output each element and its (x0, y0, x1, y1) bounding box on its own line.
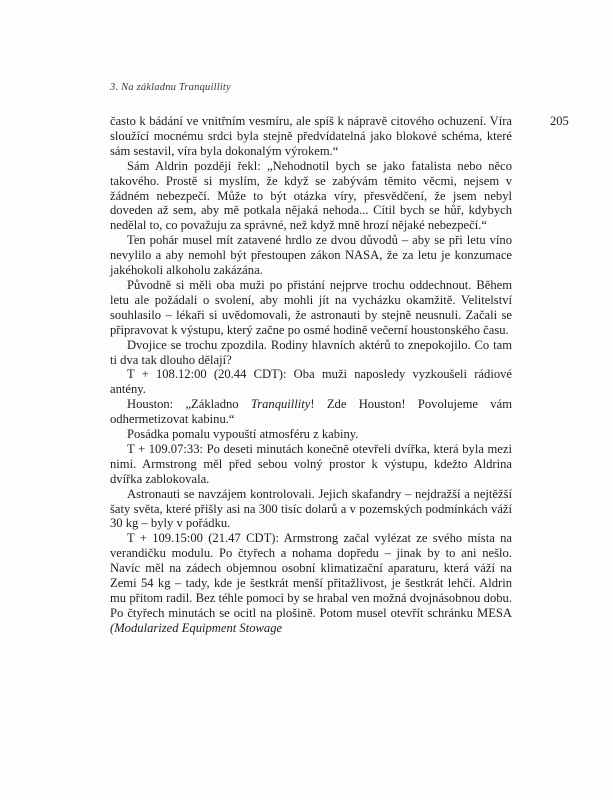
paragraph-text: Houston: „Základno (127, 397, 251, 412)
paragraph (110, 159, 512, 234)
paragraph (110, 278, 512, 338)
paragraph-text-italic: (Modularized Equipment Stowage (110, 620, 283, 635)
paragraph-text: Astronauti se navzájem kontrolovali. Jejich skafandry – nejdražší a nejtěžší šaty světa, které přišly asi na 300 tisíc dolarů a v pozemských podmínkách váží 30 kg – byly v pořádku. (110, 486, 512, 531)
paragraph-text: Posádka pomalu vypouští atmosféru z kabiny. (127, 427, 359, 442)
paragraph-text: Ten pohár musel mít zatavené hrdlo ze dvou důvodů – aby se při letu víno nevylilo a aby nemohl být přestoupen zákon NASA, že za letu je konzumace jakéhokoli alkoholu zakázána. (110, 233, 512, 278)
paragraph-text: T + 109.15:00 (21.47 CDT): Armstrong začal vylézat ze svého místa na verandičku modulu. Po čtyřech a nohama dopředu – jinak by to ani nešlo. Navíc měl na zádech objemnou osobní klimatizační aparaturu, která váží na Zemi 54 kg – tady, kde je šestkrát menší přitažlivost, je šestkrát lehčí. Aldrin mu přitom radil. Bez téhle pomoci by se hrabal ven možná dvojnásobnou dobu. Po čtyřech minutách se ocitl na plošině. Potom musel otevřít schránku MESA (110, 531, 512, 620)
paragraph (110, 531, 512, 635)
paragraph-text: Původně si měli oba muži po přistání nejprve trochu oddechnout. Během letu ale požádali o svolení, aby mohli jít na vycházku okamžitě. Velitelství souhlasilo – lékaři si uvědomovali, že astronauti by stejně neusnuli. Začali se připravovat k výstupu, který začne po osmé hodině večerní houstonského času. (110, 277, 512, 337)
paragraph (110, 427, 512, 442)
paragraph (110, 114, 512, 159)
paragraph (110, 338, 512, 368)
body-text (110, 114, 512, 636)
paragraph-text: ! Zde Houston! Povolujeme vám odhermetizovat kabinu.“ (110, 397, 512, 427)
paragraph-text-italic: Tranquillity (250, 397, 311, 412)
paragraph-text: T + 109.07:33: Po deseti minutách konečně otevřeli dvířka, která byla mezi nimi. Armstrong měl před sebou volný prostor k výstupu, kdežto Aldrina dvířka zablokovala. (110, 441, 512, 486)
paragraph-text: Sám Aldrin později řekl: „Nehodnotil bych se jako fatalista nebo něco takového. Prostě si myslím, že když se zabývám těmito věcmi, nejsem v žádném nebezpečí. Může to být otázka víry, přesvědčení, že jsem nebyl doveden až sem, aby mě potkala nějaká nehoda... Cítil bych se hůř, kdybych nedělal to, co považuju za správné, než když mně hrozí nějaké nebezpečí.“ (110, 158, 512, 233)
chapter-header: 3. Na základnu Tranquillity (110, 82, 231, 93)
paragraph-text: často k bádání ve vnitřním vesmíru, ale spíš k nápravě citového ochuzení. Víra sloužící mocnému srdci byla stejně předvídatelná jako blokové schéma, které sám sestavil, víra byla dokonalým výrokem.“ (110, 114, 512, 158)
paragraph-text: Dvojice se trochu zpozdila. Rodiny hlavních aktérů to znepokojilo. Co tam ti dva tak dlouho dělají? (110, 337, 512, 367)
paragraph (110, 442, 512, 487)
paragraph (110, 487, 512, 532)
paragraph (110, 367, 512, 397)
page-number: 205 (550, 114, 569, 128)
paragraph (110, 233, 512, 278)
paragraph-text: T + 108.12:00 (20.44 CDT): Oba muži naposledy vyzkoušeli rádiové antény. (110, 367, 512, 397)
paragraph (110, 397, 512, 427)
